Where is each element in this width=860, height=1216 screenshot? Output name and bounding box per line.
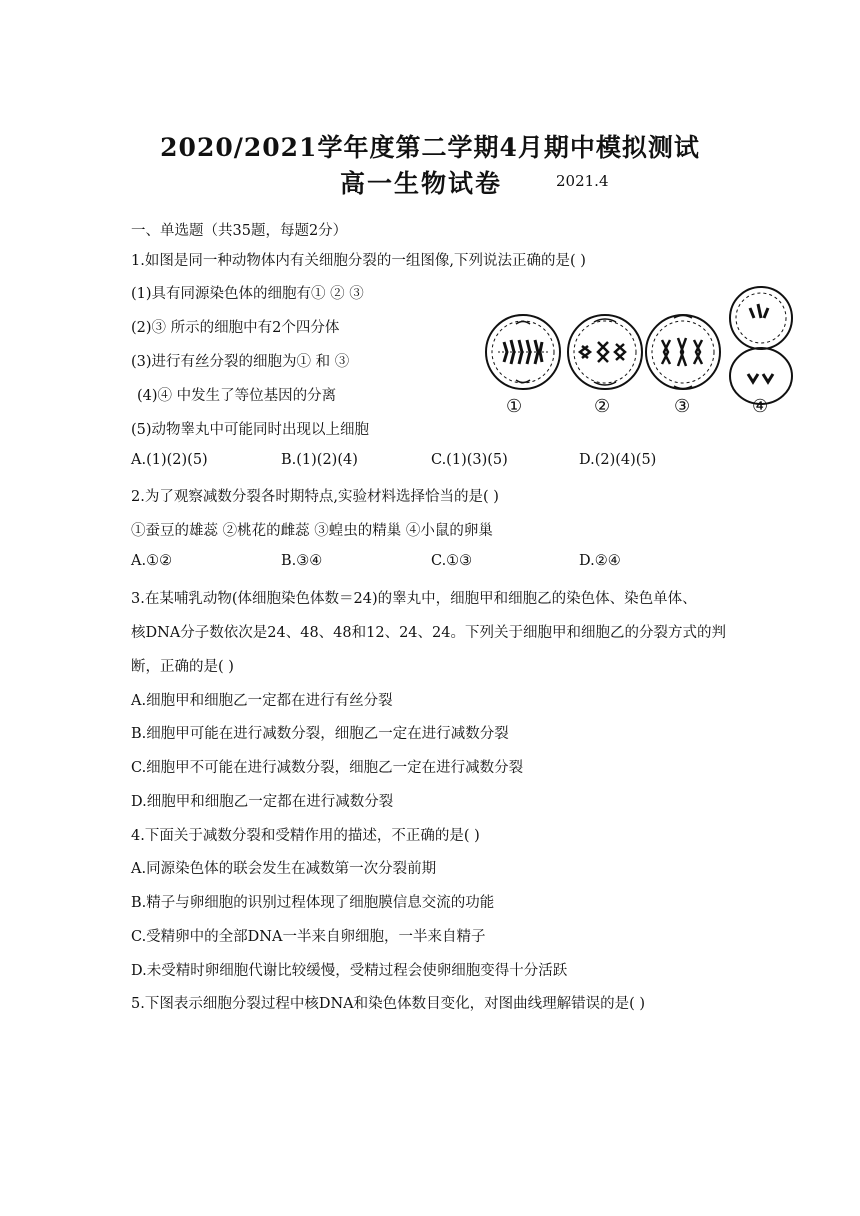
q3-option-c: C.细胞甲不可能在进行减数分裂，细胞乙一定在进行减数分裂 <box>131 760 524 776</box>
q1-statement-2: (2)③ 所示的细胞中有2个四分体 <box>131 320 340 336</box>
q4-option-a: A.同源染色体的联会发生在减数第一次分裂前期 <box>131 861 437 877</box>
q1-statement-1: (1)具有同源染色体的细胞有① ② ③ <box>131 286 364 302</box>
q1-statement-5: (5)动物睾丸中可能同时出现以上细胞 <box>131 422 370 438</box>
q1-statement-3: (3)进行有丝分裂的细胞为① 和 ③ <box>131 354 350 370</box>
q4-stem: 4.下面关于减数分裂和受精作用的描述，不正确的是( ) <box>131 828 480 844</box>
q3-option-d: D.细胞甲和细胞乙一定都在进行减数分裂 <box>131 794 394 810</box>
q2-option-c: C.①③ <box>431 553 473 569</box>
cell-3 <box>646 315 720 389</box>
q4-option-d: D.未受精时卵细胞代谢比较缓慢，受精过程会使卵细胞变得十分活跃 <box>131 963 568 979</box>
exam-subtitle: 高一生物试卷 <box>340 169 503 198</box>
figure-label-4: ④ <box>752 396 769 417</box>
q4-option-b: B.精子与卵细胞的识别过程体现了细胞膜信息交流的功能 <box>131 895 495 911</box>
cell-2 <box>568 315 642 389</box>
exam-date: 2021.4 <box>556 172 609 190</box>
q5-stem: 5.下图表示细胞分裂过程中核DNA和染色体数目变化，对图曲线理解错误的是( ) <box>131 996 646 1012</box>
q3-stem-line-1: 3.在某哺乳动物(体细胞染色体数＝24)的睾丸中，细胞甲和细胞乙的染色体、染色单体、 <box>131 591 697 607</box>
q1-option-b: B.(1)(2)(4) <box>281 452 358 468</box>
figure-label-1: ① <box>506 396 523 417</box>
figure-label-2: ② <box>594 396 611 417</box>
q1-option-a: A.(1)(2)(5) <box>131 452 208 468</box>
cell-4 <box>730 287 792 404</box>
q3-stem-line-3: 断，正确的是( ) <box>131 659 234 675</box>
q3-option-b: B.细胞甲可能在进行减数分裂，细胞乙一定在进行减数分裂 <box>131 726 509 742</box>
q2-option-d: D.②④ <box>579 553 621 569</box>
q3-stem-line-2: 核DNA分子数依次是24、48、48和12、24、24。下列关于细胞甲和细胞乙的分裂方式的判 <box>131 625 726 641</box>
q2-stem: 2.为了观察减数分裂各时期特点,实验材料选择恰当的是( ) <box>131 489 499 505</box>
q2-materials: ①蚕豆的雄蕊 ②桃花的雌蕊 ③蝗虫的精巢 ④小鼠的卵巢 <box>131 523 493 539</box>
q1-option-d: D.(2)(4)(5) <box>579 452 657 468</box>
q1-option-c: C.(1)(3)(5) <box>431 452 508 468</box>
cell-division-figure <box>478 284 798 420</box>
cell-1 <box>486 315 560 389</box>
q3-option-a: A.细胞甲和细胞乙一定都在进行有丝分裂 <box>131 693 393 709</box>
q1-statement-4: (4)④ 中发生了等位基因的分离 <box>137 388 337 404</box>
q2-option-b: B.③④ <box>281 553 323 569</box>
q4-option-c: C.受精卵中的全部DNA一半来自卵细胞，一半来自精子 <box>131 929 486 945</box>
figure-label-3: ③ <box>674 396 691 417</box>
section-heading: 一、单选题（共35题，每题2分） <box>131 223 348 239</box>
cell-division-diagram <box>478 284 798 420</box>
q2-option-a: A.①② <box>131 553 173 569</box>
q1-stem: 1.如图是同一种动物体内有关细胞分裂的一组图像,下列说法正确的是( ) <box>131 253 586 269</box>
exam-title: 2020/2021学年度第二学期4月期中模拟测试 <box>160 133 700 162</box>
